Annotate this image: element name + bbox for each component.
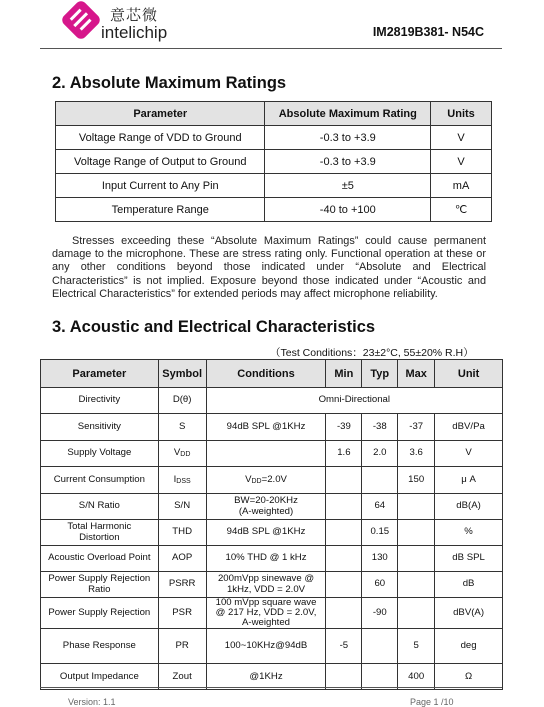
table-cell: Acoustic Overload Point <box>41 546 159 572</box>
table-cell: dBV(A) <box>435 598 503 629</box>
column-header: Typ <box>362 360 398 388</box>
table-row <box>41 572 503 598</box>
table-cell: S <box>158 414 206 441</box>
table-cell: -38 <box>362 414 398 441</box>
section-3-title: 3. Acoustic and Electrical Characteristics <box>52 318 376 336</box>
column-header: Min <box>326 360 362 388</box>
table-cell: dB(A) <box>435 494 503 520</box>
condition-subscript: DD <box>251 477 262 485</box>
table-header-row <box>41 360 503 388</box>
table-cell: V <box>431 150 492 174</box>
table-cell: -0.3 to +3.9 <box>265 126 431 150</box>
table-cell <box>362 664 398 690</box>
document-id: IM2819B381- N54C <box>372 25 484 39</box>
table-cell: 94dB SPL @1KHz <box>206 414 326 441</box>
table-cell: Power Supply Rejection <box>41 598 159 629</box>
table-cell: Input Current to Any Pin <box>56 174 265 198</box>
table-cell: dB SPL <box>435 546 503 572</box>
table-cell: ℃ <box>431 198 492 222</box>
table-cell: 64 <box>362 494 398 520</box>
table-cell <box>326 546 362 572</box>
footer-rule <box>40 687 502 688</box>
stress-note-paragraph: Stresses exceeding these “Absolute Maximum Ratings” could cause permanent damage to the microphone. These are stress rating only. Functional operation at these or any other conditions beyond those indicated under “Absolute and Electrical Characteristics” is not implied. Exposure beyond those indicated under “Acoustic and Electrical Characteristics” for extended periods may affect microphone reliability. <box>52 235 486 300</box>
table-cell: dBV/Pa <box>435 414 503 441</box>
header-rule <box>40 48 502 49</box>
symbol-subscript: DSS <box>176 477 191 485</box>
table-cell: Output Impedance <box>41 664 159 690</box>
condition-rest: =2.0V <box>261 473 287 485</box>
column-header: Symbol <box>158 360 206 388</box>
table-cell: Directivity <box>41 388 159 414</box>
table-cell: 1.6 <box>326 441 362 467</box>
test-conditions: （Test Conditions：23±2°C, 55±20% R.H） <box>270 347 474 359</box>
table-row <box>56 126 492 150</box>
table-cell <box>326 598 362 629</box>
table-cell: Supply Voltage <box>41 441 159 467</box>
table-cell: dB <box>435 572 503 598</box>
footer-version: Version: 1.1 <box>68 697 116 707</box>
table-cell <box>398 494 435 520</box>
table-row <box>41 388 503 414</box>
table-row <box>41 441 503 467</box>
table-cell: Power Supply Rejection Ratio <box>41 572 159 598</box>
table-cell: -5 <box>326 629 362 664</box>
table-row <box>56 198 492 222</box>
table-cell: 5 <box>398 629 435 664</box>
table-cell: 10% THD @ 1 kHz <box>206 546 326 572</box>
table-cell: V <box>435 441 503 467</box>
table-cell: % <box>435 520 503 546</box>
table-cell: 100 mVpp square wave @ 217 Hz, VDD = 2.0V, A-weighted <box>206 598 326 629</box>
table-cell <box>326 494 362 520</box>
intelichip-logo-icon <box>57 0 105 48</box>
table-row <box>41 598 503 629</box>
table-cell <box>326 520 362 546</box>
section-2-title: 2. Absolute Maximum Ratings <box>52 74 287 92</box>
table-cell <box>158 467 206 494</box>
table-cell: -40 to +100 <box>265 198 431 222</box>
table-cell <box>158 441 206 467</box>
table-row <box>41 414 503 441</box>
column-header: Parameter <box>41 360 159 388</box>
table-cell: -37 <box>398 414 435 441</box>
table-cell: Total Harmonic Distortion <box>41 520 159 546</box>
table-cell: 150 <box>398 467 435 494</box>
table-cell <box>326 467 362 494</box>
table-cell: Ω <box>435 664 503 690</box>
table-row <box>41 520 503 546</box>
table-cell: deg <box>435 629 503 664</box>
table-row <box>41 664 503 690</box>
table-cell: mA <box>431 174 492 198</box>
symbol-main: V <box>173 447 181 459</box>
table-cell <box>206 441 326 467</box>
table-cell <box>206 467 326 494</box>
table-cell: -39 <box>326 414 362 441</box>
table-header-row <box>56 102 492 126</box>
symbol-main: I <box>173 473 177 485</box>
table-cell: S/N Ratio <box>41 494 159 520</box>
table-cell <box>398 520 435 546</box>
table-cell: PSRR <box>158 572 206 598</box>
table-cell: 0.15 <box>362 520 398 546</box>
column-header: Absolute Maximum Rating <box>265 102 431 126</box>
table-row <box>41 467 503 494</box>
column-header: Parameter <box>56 102 265 126</box>
table-cell: V <box>431 126 492 150</box>
table-cell: 94dB SPL @1KHz <box>206 520 326 546</box>
table-cell: Sensitivity <box>41 414 159 441</box>
table-cell: @1KHz <box>206 664 326 690</box>
acoustic-electrical-table <box>40 359 503 690</box>
table-cell: BW=20-20KHz (A-weighted) <box>206 494 326 520</box>
table-cell: PR <box>158 629 206 664</box>
table-cell <box>326 664 362 690</box>
symbol-subscript: DD <box>180 451 191 459</box>
table-cell: 3.6 <box>398 441 435 467</box>
table-cell: 2.0 <box>362 441 398 467</box>
column-header: Conditions <box>206 360 326 388</box>
table-cell: Omni-Directional <box>206 388 502 414</box>
table-cell: 100~10KHz@94dB <box>206 629 326 664</box>
footer-page: Page 1 /10 <box>410 697 454 707</box>
table-cell: 200mVpp sinewave @ 1kHz, VDD = 2.0V <box>206 572 326 598</box>
table-row <box>56 150 492 174</box>
table-cell: THD <box>158 520 206 546</box>
column-header: Units <box>431 102 492 126</box>
table-cell: Voltage Range of Output to Ground <box>56 150 265 174</box>
brand-name-en: intelichip <box>101 23 168 42</box>
brand-name-cn: 意芯微 <box>110 6 159 24</box>
column-header: Unit <box>435 360 503 388</box>
table-cell: -90 <box>362 598 398 629</box>
table-cell <box>398 546 435 572</box>
table-cell: Current Consumption <box>41 467 159 494</box>
table-row <box>41 629 503 664</box>
table-row <box>56 174 492 198</box>
table-cell: D(θ) <box>158 388 206 414</box>
table-cell: Voltage Range of VDD to Ground <box>56 126 265 150</box>
table-cell <box>326 572 362 598</box>
table-cell: S/N <box>158 494 206 520</box>
table-cell: AOP <box>158 546 206 572</box>
table-cell: 400 <box>398 664 435 690</box>
table-cell: μ A <box>435 467 503 494</box>
table-cell <box>362 629 398 664</box>
absolute-max-ratings-table <box>55 101 492 222</box>
condition-main: V <box>245 473 252 485</box>
table-cell <box>398 572 435 598</box>
table-cell: Temperature Range <box>56 198 265 222</box>
characteristics-rows <box>41 494 503 690</box>
table-row <box>41 494 503 520</box>
column-header: Max <box>398 360 435 388</box>
table-cell <box>362 467 398 494</box>
table-cell: PSR <box>158 598 206 629</box>
table-cell: 130 <box>362 546 398 572</box>
table-cell: -0.3 to +3.9 <box>265 150 431 174</box>
table-cell: Phase Response <box>41 629 159 664</box>
table-cell: 60 <box>362 572 398 598</box>
table-row <box>41 546 503 572</box>
table-cell: Zout <box>158 664 206 690</box>
table-cell <box>398 598 435 629</box>
table-cell: ±5 <box>265 174 431 198</box>
